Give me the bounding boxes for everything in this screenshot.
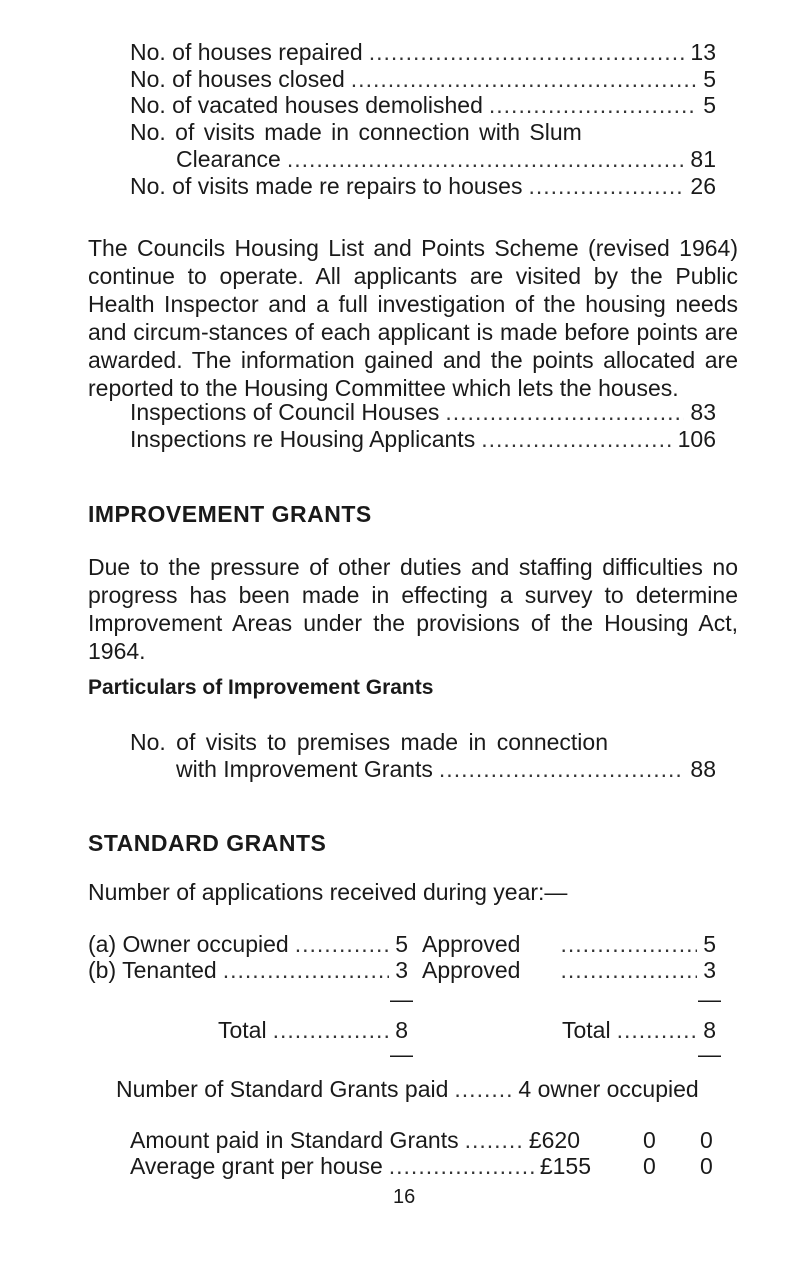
- amount-pounds: £620: [528, 1127, 580, 1153]
- application-label: (b) Tenanted: [88, 957, 217, 983]
- stat-value: 5: [703, 66, 716, 92]
- application-row-owner: [88, 930, 408, 958]
- amount-pence: 0: [700, 1127, 713, 1153]
- stat-value: 88: [690, 756, 716, 782]
- stat-value: 106: [677, 426, 716, 452]
- average-pounds: £155: [539, 1153, 591, 1179]
- housing-paragraph: The Councils Housing List and Points Scheme (revised 1964) continue to operate. All applicants are visited by the Public Health Inspector and a full investigation of the housing needs and circum-stances of each applicant is made before points are awarded. The information gained and the points allocated are reported to the Housing Committee which lets the houses.: [88, 235, 738, 401]
- dash-rule: —: [390, 986, 413, 1012]
- grants-paid-row: [116, 1075, 736, 1103]
- approved-row-tenanted: [422, 956, 716, 984]
- inspection-row-council-houses: [130, 398, 716, 426]
- stat-label: Inspections of Council Houses: [130, 399, 440, 425]
- total-label: Total: [218, 1017, 267, 1043]
- average-grant-row: [130, 1152, 591, 1180]
- amount-label: Amount paid in Standard Grants: [130, 1127, 459, 1153]
- inspection-row-applicants: [130, 425, 716, 453]
- approved-total-row: [562, 1016, 716, 1044]
- improvement-visits-row: [176, 755, 716, 783]
- stat-value: 13: [690, 39, 716, 65]
- application-label: (a) Owner occupied: [88, 931, 289, 957]
- stat-row-repaired: [130, 38, 716, 66]
- stat-row-slum-clearance: [176, 145, 716, 173]
- approved-value: 3: [703, 957, 716, 983]
- total-value: 8: [703, 1017, 716, 1043]
- stat-row-closed: [130, 65, 716, 93]
- stat-value: 26: [690, 173, 716, 199]
- total-value: 8: [395, 1017, 408, 1043]
- improvement-visits-line1: No. of visits to premises made in connection: [130, 729, 608, 755]
- application-row-tenanted: [88, 956, 408, 984]
- standard-heading: STANDARD GRANTS: [88, 830, 327, 856]
- approved-value: 5: [703, 931, 716, 957]
- stat-label: No. of houses repaired: [130, 39, 363, 65]
- stat-label: Clearance: [176, 146, 281, 172]
- approved-label: Approved: [422, 931, 521, 957]
- improvement-heading: IMPROVEMENT GRANTS: [88, 501, 372, 527]
- stat-label: with Improvement Grants: [176, 756, 433, 782]
- page-number: 16: [393, 1186, 416, 1208]
- amount-shillings: 0: [643, 1127, 656, 1153]
- slum-visits-line1: No. of visits made in connection with Slum: [130, 119, 582, 145]
- grants-paid-label: Number of Standard Grants paid: [116, 1076, 449, 1102]
- amount-paid-row: [130, 1126, 580, 1154]
- average-shillings: 0: [643, 1153, 656, 1179]
- approved-row-owner: [422, 930, 716, 958]
- total-label: Total: [562, 1017, 611, 1043]
- stat-label: No. of visits made re repairs to houses: [130, 173, 523, 199]
- stat-value: 5: [703, 92, 716, 118]
- dash-rule: —: [698, 1041, 721, 1067]
- average-label: Average grant per house: [130, 1153, 383, 1179]
- stat-label: No. of vacated houses demolished: [130, 92, 483, 118]
- dash-rule: —: [390, 1041, 413, 1067]
- approved-label: Approved: [422, 957, 521, 983]
- application-value: 5: [395, 931, 408, 957]
- stat-label: Inspections re Housing Applicants: [130, 426, 476, 452]
- application-value: 3: [395, 957, 408, 983]
- stat-label: No. of houses closed: [130, 66, 345, 92]
- stat-value: 81: [690, 146, 716, 172]
- improvement-paragraph: Due to the pressure of other duties and staffing difficulties no progress has been made in effecting a survey to determine Improvement Areas under the provisions of the Housing Act, 1964.: [88, 554, 738, 664]
- applications-intro: Number of applications received during year:—: [88, 879, 568, 905]
- improvement-subheading: Particulars of Improvement Grants: [88, 676, 434, 699]
- dash-rule: —: [698, 986, 721, 1012]
- average-pence: 0: [700, 1153, 713, 1179]
- stat-row-repairs-visits: [130, 172, 716, 200]
- applications-total-row: [218, 1016, 408, 1044]
- stat-row-demolished: [130, 91, 716, 119]
- stat-value: 83: [690, 399, 716, 425]
- grants-paid-value: 4 owner occupied: [518, 1076, 699, 1102]
